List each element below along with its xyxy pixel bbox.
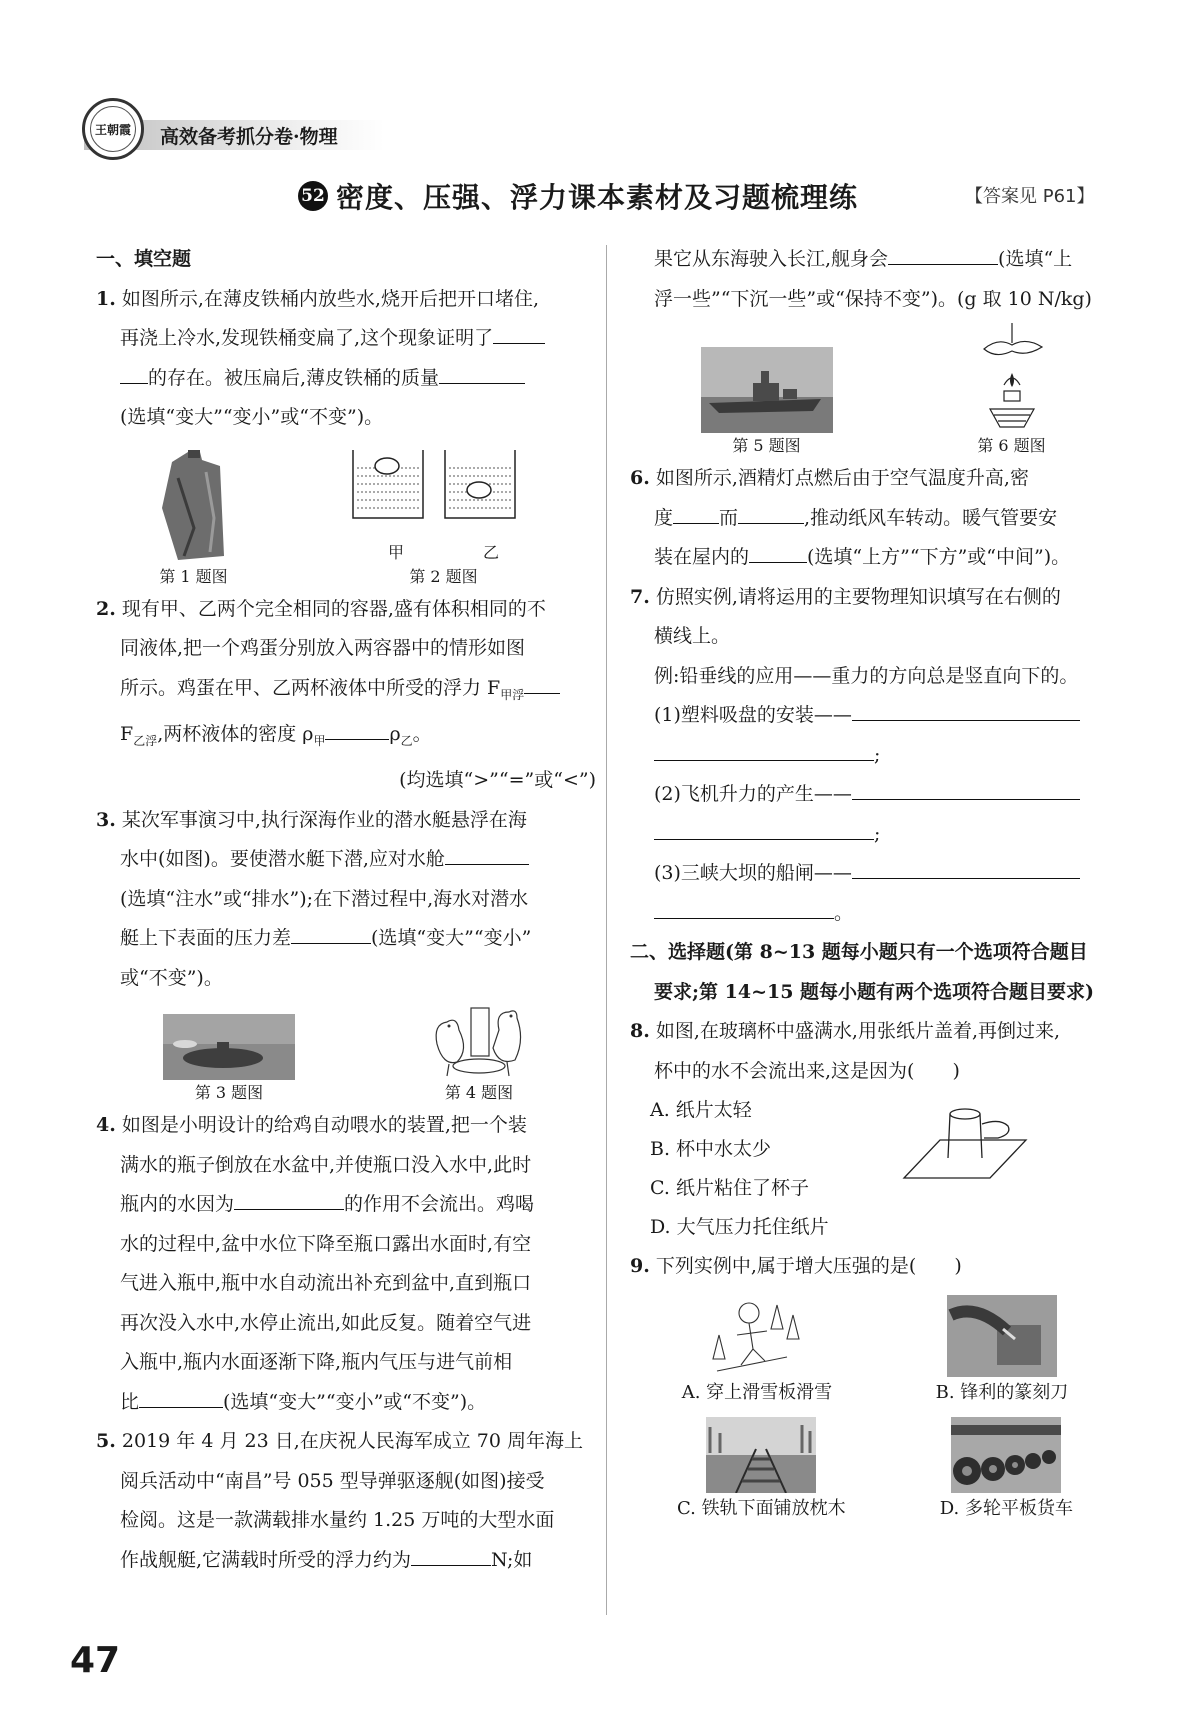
q9-option-d-label: D. 多轮平板货车 [939,1497,1073,1519]
q6-blank-2[interactable] [738,501,804,524]
q7-blank-2b[interactable] [654,817,874,840]
figure-row-3-4 [96,1006,596,1106]
q8-option-d[interactable]: D. 大气压力托住纸片 [650,1216,829,1238]
q3-blank-2[interactable] [291,921,371,944]
q2-line1: 现有甲、乙两个完全相同的容器,盛有体积相同的不 [121,597,546,620]
q7-item-1: (1)塑料吸盘的安装—— [654,704,852,726]
q3-line5: 或“不变”)。 [120,966,223,989]
q4-line3-tail: 的作用不会流出。鸡喝 [344,1193,535,1216]
figure-5 [701,347,833,459]
question-6 [630,459,1120,578]
answer-reference: 【答案见 P61】 [965,186,1095,207]
q2-rho-symbol: ρ [389,722,401,745]
figure-2-caption: 第 2 题图 [409,566,478,586]
q7-semicolon-2: ; [874,822,881,845]
q1-line2: 再浇上冷水,发现铁桶变扁了,这个现象证明了 [120,327,494,349]
q6-line2-tail: ,推动纸风车转动。暖气管要安 [804,506,1058,529]
q4-blank-2[interactable] [139,1385,223,1408]
q5-line4-tail: N;如 [491,1548,533,1571]
q1-blank-1b[interactable] [120,361,148,384]
q8-option-a[interactable]: A. 纸片太轻 [650,1099,752,1121]
q5-line2: 阅兵活动中“南昌”号 055 型导弹驱逐舰(如图)接受 [120,1469,545,1492]
q6-line1: 如图所示,酒精灯点燃后由于空气温度升高,密 [655,467,1029,489]
q3-line3: (选填“注水”或“排水”);在下潜过程中,海水对潜水 [120,887,529,910]
q9-option-b[interactable] [936,1295,1069,1409]
question-5 [96,1422,596,1580]
question-3 [96,801,596,999]
q8-option-c[interactable]: C. 纸片粘住了杯子 [650,1177,809,1199]
q4-line8-tail: (选填“变大”“变小”或“不变”)。 [223,1390,487,1413]
q3-blank-1[interactable] [445,842,529,865]
q5-line5-tail: (选填“上 [998,248,1073,270]
q7-number: 7. [630,585,650,608]
section-fill-heading: 一、填空题 [96,248,192,270]
q2-f-symbol: F [120,722,134,745]
q6-line3: 装在屋内的 [654,546,750,568]
q2-blank-1a[interactable] [524,671,560,694]
q6-line2: 度 [654,506,674,529]
q5-line3: 检阅。这是一款满载排水量约 1.25 万吨的大型水面 [120,1509,555,1532]
q9-number: 9. [630,1255,650,1277]
q6-line3-tail: (选填“上方”“下方”或“中间”)。 [807,546,1071,568]
destroyer-ship-image [701,347,833,433]
title-text: 密度、压强、浮力课本素材及习题梳理练 [336,181,859,214]
q9-option-d[interactable] [940,1417,1073,1525]
q8-option-b[interactable]: B. 杯中水太少 [650,1138,772,1160]
figure-1 [154,448,234,590]
railway-image [706,1417,816,1493]
column-divider [606,245,607,1615]
submarine-image [163,1014,295,1080]
q5-number: 5. [96,1430,116,1453]
q7-item-3: (3)三峡大坝的船闸—— [654,862,852,884]
q2-sub-b: 乙浮 [133,733,158,748]
q2-sub-c: 甲 [313,733,326,748]
beaker-b-label: 乙 [482,542,499,562]
q8-line2: 杯中的水不会流出来,这是因为( ) [654,1059,960,1082]
section-choice-heading-line2: 要求;第 14~15 题每小题有两个选项符合题目要求) [654,980,1095,1003]
q7-blank-1b[interactable] [654,738,874,761]
q9-row-2 [630,1417,1120,1525]
q5-line5: 果它从东海驶入长江,舰身会 [654,248,889,270]
q3-line4-tail: (选填“变大”“变小” [371,927,532,950]
q7-semicolon-1: ; [874,743,881,766]
figure-6 [974,323,1050,459]
q4-line2: 满水的瓶子倒放在水盆中,并使瓶口没入水中,此时 [120,1153,532,1176]
q2-sub-d: 乙 [400,733,413,748]
q4-line6: 再次没入水中,水停止流出,如此反复。随着空气进 [120,1311,532,1334]
q2-period: 。 [412,722,432,745]
q4-line4: 水的过程中,盆中水位下降至瓶口露出水面时,有空 [120,1232,532,1255]
logo-seal: 王朝霞 [90,106,136,152]
q1-line3: 的存在。被压扁后,薄皮铁桶的质量 [148,366,440,389]
chicken-feeder-image [429,1004,529,1080]
q2-line2: 同液体,把一个鸡蛋分别放入两容器中的情形如图 [120,637,526,659]
q2-line4: ,两杯液体的密度 ρ [157,722,314,745]
q1-blank-2[interactable] [439,361,525,384]
q9-option-c-label: C. 铁轨下面铺放枕木 [677,1497,846,1519]
q2-line3: 所示。鸡蛋在甲、乙两杯液体中所受的浮力 F [120,676,501,699]
figure-3-caption: 第 3 题图 [194,1083,264,1103]
q4-blank-1[interactable] [234,1187,344,1210]
inverted-cup-image [900,1104,1030,1184]
series-title: 高效备考抓分卷·物理 [160,126,338,148]
q5-blank-1[interactable] [411,1543,491,1566]
question-8 [630,1012,1120,1247]
q1-blank-1a[interactable] [493,321,545,344]
q7-line2: 横线上。 [654,625,731,647]
q4-line5: 气进入瓶中,瓶中水自动流出补充到盆中,直到瓶口 [120,1272,532,1295]
right-column [630,240,1120,1525]
q9-row-1 [630,1295,1120,1409]
figure-1-caption: 第 1 题图 [159,566,228,586]
left-column [96,240,596,1580]
q7-item-2: (2)飞机升力的产生—— [654,783,852,805]
figure-5-caption: 第 5 题图 [732,436,801,455]
q6-blank-1[interactable] [673,501,719,524]
q7-line1: 仿照实例,请将运用的主要物理知识填写在右侧的 [655,585,1061,608]
section-choice-heading-line1: 二、选择题(第 8~13 题每小题只有一个选项符合题目 [630,941,1088,963]
q6-line2-mid: 而 [719,506,739,529]
question-1 [96,280,596,438]
q9-option-a-label: A. 穿上滑雪板滑雪 [681,1381,833,1403]
q2-sub-a: 甲浮 [500,687,525,702]
q7-blank-2a[interactable] [852,777,1080,800]
q5-line1: 2019 年 4 月 23 日,在庆祝人民海军成立 70 周年海上 [121,1430,584,1453]
q7-blank-3a[interactable] [852,856,1080,879]
q4-line8: 比 [120,1390,140,1413]
figure-4-caption: 第 4 题图 [444,1083,514,1103]
publisher-logo [82,98,144,160]
q4-number: 4. [96,1114,116,1137]
question-9 [630,1247,1120,1525]
q7-blank-3b[interactable] [654,896,834,919]
q5-line4: 作战舰艇,它满载时所受的浮力约为 [120,1548,412,1571]
q2-note: (均选填“>”“=”或“<”) [399,769,596,792]
figure-row-1-2 [96,442,596,590]
q3-number: 3. [96,808,116,831]
q8-number: 8. [630,1020,650,1042]
page-number: 47 [70,1640,121,1681]
q6-number: 6. [630,467,650,489]
q9-line1: 下列实例中,属于增大压强的是( ) [655,1255,962,1277]
multi-wheel-truck-image [951,1417,1061,1493]
seal-knife-image [947,1295,1057,1377]
question-2 [96,590,596,801]
figure-2 [349,446,539,590]
q9-option-c[interactable] [677,1417,846,1525]
skier-image [707,1295,807,1377]
figure-4 [429,1004,529,1106]
page-title [298,176,858,216]
q1-line1: 如图所示,在薄皮铁桶内放些水,烧开后把开口堵住, [121,287,540,310]
figure-row-5-6 [630,323,1120,459]
question-7 [630,578,1120,934]
q8-line1: 如图,在玻璃杯中盛满水,用张纸片盖着,再倒过来, [655,1020,1061,1042]
q7-blank-1a[interactable] [852,698,1080,721]
q2-blank-2[interactable] [325,717,389,740]
q4-line7: 入瓶中,瓶内水面逐渐下降,瓶内气压与进气前相 [120,1351,513,1374]
question-4 [96,1106,596,1422]
q7-example: 例:铅垂线的应用——重力的方向总是竖直向下的。 [654,664,1079,687]
q4-line1: 如图是小明设计的给鸡自动喂水的装置,把一个装 [121,1114,527,1137]
q2-number: 2. [96,597,116,620]
crushed-bucket-image [154,448,234,564]
q5-line6: 浮一些”“下沉一些”或“保持不变”)。(g 取 10 N/kg) [654,287,1092,310]
q9-option-b-label: B. 锋利的篆刻刀 [935,1381,1069,1403]
pinwheel-alcohol-lamp-image [974,323,1050,433]
figure-3 [163,1014,295,1106]
two-beakers-egg-image [349,446,539,542]
q1-number: 1. [96,287,116,310]
q6-blank-3[interactable] [749,540,807,563]
q3-line1: 某次军事演习中,执行深海作业的潜水艇悬浮在海 [121,808,527,831]
q4-line3: 瓶内的水因为 [120,1193,235,1216]
q1-line4: (选填“变大”“变小”或“不变”)。 [120,406,384,428]
q5-blank-2[interactable] [888,242,998,265]
title-number-badge: 52 [298,181,328,211]
figure-6-caption: 第 6 题图 [977,436,1046,455]
q3-line4: 艇上下表面的压力差 [120,927,292,950]
beaker-a-label: 甲 [387,542,404,562]
q3-line2: 水中(如图)。要使潜水艇下潜,应对水舱 [120,848,445,871]
q9-option-a[interactable] [682,1295,832,1409]
q7-period: 。 [834,901,854,924]
